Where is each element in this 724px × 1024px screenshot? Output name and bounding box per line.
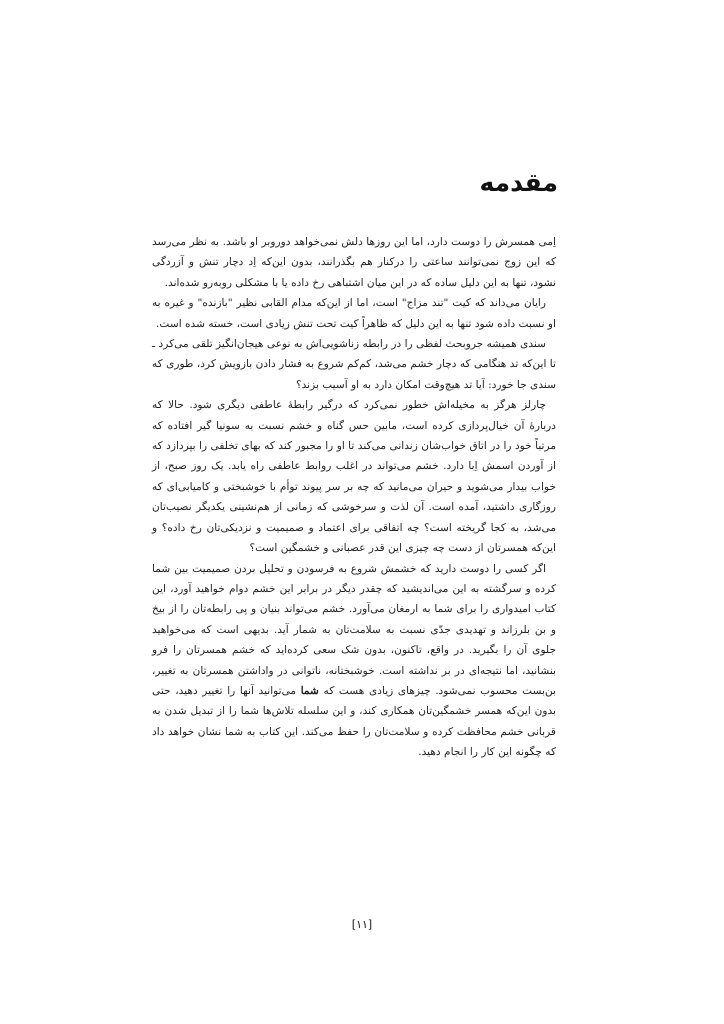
paragraph-5-text-after: می‌توانید آنها را تغییر دهید، حتی بدون این‌که همسر خشمگین‌تان همکاری کند، و این سلسله تلاش‌ها شما را از تبدیل شدن به قربانی خشم محافظت کرده و سلامت‌تان را حفظ می‌کند. این کتاب به شما نشان خواهد داد که چگونه این کار را انجام دهید. (152, 684, 556, 759)
paragraph-2: رایان می‌داند که کیت "تند مزاج" است، اما از این‌که مدام القابی نظیر "بازنده" و غیره به او نسبت داده شود تنها به این دلیل که ظاهراً کیت تحت تنش زیادی است، خسته شده است. (152, 297, 556, 330)
paragraph-4: چارلز هرگز به مخیله‌اش خطور نمی‌کرد که درگیر رابطهٔ عاطفی دیگری شود. حالا که دربارهٔ آن خیال‌پردازی کرده است، مابین حس گناه و خشم نسبت به سونیا گیر افتاده که مرتباً خود را در اتاق خواب‌شان زندانی می‌کند تا او را مجبور کند که بهای تخلفی را بپردازد که از آوردن اسمش اِبا دارد. خشم می‌تواند در اغلب روابط عاطفی راه یابد. یک روز صبح، از خواب بیدار می‌شوید و حیران می‌مانید که چه بر سر پیوند توأم با خوشبختی و کامیابی‌ای که روزگاری داشتید، آمده است. آن لذت و سرخوشی که زمانی از هم‌نشینی یکدیگر نصیب‌تان می‌شد، به کجا گریخته است؟ چه اتفاقی برای اعتماد و صمیمیت و نزدیکی‌تان رخ داده؟ و این‌که همسرتان از دست چه چیزی این قدر عصبانی و خشمگین است؟ (152, 399, 556, 555)
chapter-heading: مقدمه (479, 168, 558, 197)
page-number: [۱۱] (351, 918, 373, 931)
paragraph-1: اِمی همسرش را دوست دارد، اما این روزها دلش نمی‌خواهد دوروبر او باشد. به نظر می‌رسد که این زوج نمی‌توانند ساعتی را درکنار هم بگذرانند، بدون این‌که اِد دچار تنش و آزردگی نشود، تنها به این دلیل ساده که در این میان اشتباهی رخ داده یا با مشکلی روبه‌رو شده‌اند. (152, 236, 556, 289)
paragraph-3: سندی همیشه جروبحث لفظی را در رابطه زناشویی‌اش به نوعی هیجان‌انگیز تلقی می‌کرد ـ تا این‌که تد هنگامی که دچار خشم می‌شد، کم‌کم شروع به فشار دادن بازویش کرد، طوری که سندی جا خورد: آیا تد هیچ‌وقت امکان دارد به او آسیب بزند؟ (152, 338, 556, 391)
paragraph-5-text-before: اگر کسی را دوست دارید که خشمش شروع به فرسودن و تحلیل بردن صمیمیت بین شما کرده و سرگشته به این می‌اندیشید که چقدر دیگر در برابر این خشم دوام خواهید آورد، این کتاب امیدواری را برای شما به ارمغان می‌آورد. خشم می‌تواند بنیان و پی رابطه‌تان را از بیخ و بن بلرزاند و تهدیدی جدّی نسبت به سلامت‌تان به شمار آید. بدیهی است که می‌خواهید جلوی آن را بگیرید. در واقع، تاکنون، بدون شک سعی کرده‌اید که خشم همسرتان را فرو بنشانید، اما نتیجه‌ای در بر نداشته است. خوشبختانه، ناتوانی در واداشتن همسرتان به تغییر، بن‌بست محسوب نمی‌شود. چیزهای زیادی هست که (152, 562, 556, 697)
paragraph-5 (152, 559, 556, 763)
body-text (152, 232, 556, 763)
paragraph-5-emphasis: شما (300, 684, 319, 697)
